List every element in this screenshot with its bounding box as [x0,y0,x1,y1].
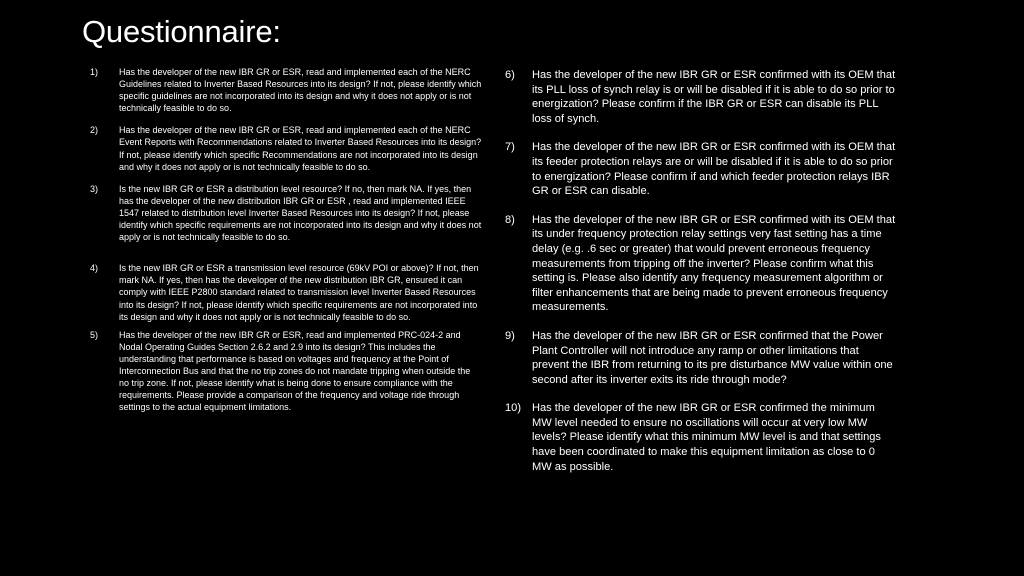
question-text: Has the developer of the new IBR GR or ESR confirmed with its OEM that its PLL loss of synch relay is or will be disabled if it is able to do so prior to energization? Please confirm if the IBR GR or ESR can disable its PLL loss of synch. [532,69,896,125]
question-number: 10) [505,402,522,415]
question-9 [505,329,897,387]
question-number: 1) [90,67,99,77]
question-number: 8) [505,213,515,226]
question-number: 4) [90,263,99,274]
question-text: Has the developer of the new IBR GR or ESR confirmed with its OEM that its feeder protection relays are or will be disabled if it is able to do so prior to energization? Please confirm if and which feeder protection relays IBR GR or ESR can disable. [532,141,896,198]
question-text: Has the developer of the new IBR GR or ESR, read and implemented PRC-024-2 and Nodal Operating Guides Section 2.6.2 and 2.9 into its design? This includes the understanding that performance is based on voltages and frequency at the Point of Interconnection Bus and that the no trip zones do not mandate tripping when outside the no trip zone. If not, please identify what is being done to ensure compliance with the requirements. Please provide a comparison of the frequency and voltage ride through settings to the actual equipment limitations. [119,329,471,413]
left-question-list [90,66,482,413]
question-5 [90,329,482,414]
question-3 [90,183,482,243]
question-2 [90,124,482,172]
question-text: Has the developer of the new IBR GR or ESR confirmed that the Power Plant Controller will not introduce any ramp or other limitations that prevent the IBR from returning to its pre disturbance MW value within one second after its inverter exits its ride through mode? [532,329,893,386]
question-text: Has the developer of the new IBR GR or ESR, read and implemented each of the NERC Event Reports with Recommendations related to Inverter Based Resources into its design? If not, please identify which specific Recommendations are not incorporated into its design and why it does not apply or is not technically feasible to do so. [119,125,482,172]
question-number: 6) [505,69,515,81]
question-text: Is the new IBR GR or ESR a transmission level resource (69kV POI or above)? If not, then mark NA. If yes, then has the developer of the new distribution IBR GR, ensured it can comply with IEEE P2800 standard related to transmission level Inverter Based Resources into its design? If not, please identify which specific requirements are not incorporated into its design and why it does not apply or is not technically feasible to do so. [119,263,479,322]
question-8 [505,213,897,315]
page-title: Questionnaire: [82,14,281,49]
question-number: 7) [505,141,515,154]
question-text: Has the developer of the new IBR GR or ESR confirmed with its OEM that its under frequency protection relay settings very fast setting has a time delay (e.g. .6 sec or greater) that would prevent erroneous frequency measurements from tripping off the inverter? Please confirm what this setting is. Please also identify any frequency measurement algorithm or filter enhancements that are being made to prevent erroneous frequency measurements. [532,213,896,314]
question-6 [505,68,897,126]
question-text: Has the developer of the new IBR GR or ESR, read and implemented each of the NERC Guidelines related to Inverter Based Resources into its design? If not, please identify which specific guidelines are not incorporated into its design and why it does not apply or is not technically feasible to do so. [119,67,482,114]
question-7 [505,140,897,198]
question-10 [505,401,897,474]
question-4 [90,262,482,322]
question-text: Has the developer of the new IBR GR or ESR confirmed the minimum MW level needed to ensure no oscillations will occur at very low MW levels? Please identify what this minimum MW level is and that settings have been coordinated to make this equipment limitation as close to 0 MW as possible. [532,402,881,473]
question-number: 3) [90,183,99,194]
question-number: 2) [90,125,99,136]
right-question-list [505,68,897,474]
question-number: 9) [505,329,515,342]
question-number: 5) [90,329,99,340]
question-1 [90,66,482,114]
question-text: Is the new IBR GR or ESR a distribution level resource? If no, then mark NA. If yes, then has the developer of the new distribution IBR GR or ESR , read and implemented IEEE 1547 related to distribution level Inverter Based Resources into its design? If not, please identify which specific requirements are not incorporated into its design and why it does not apply or is not technically feasible to do so. [119,183,482,243]
